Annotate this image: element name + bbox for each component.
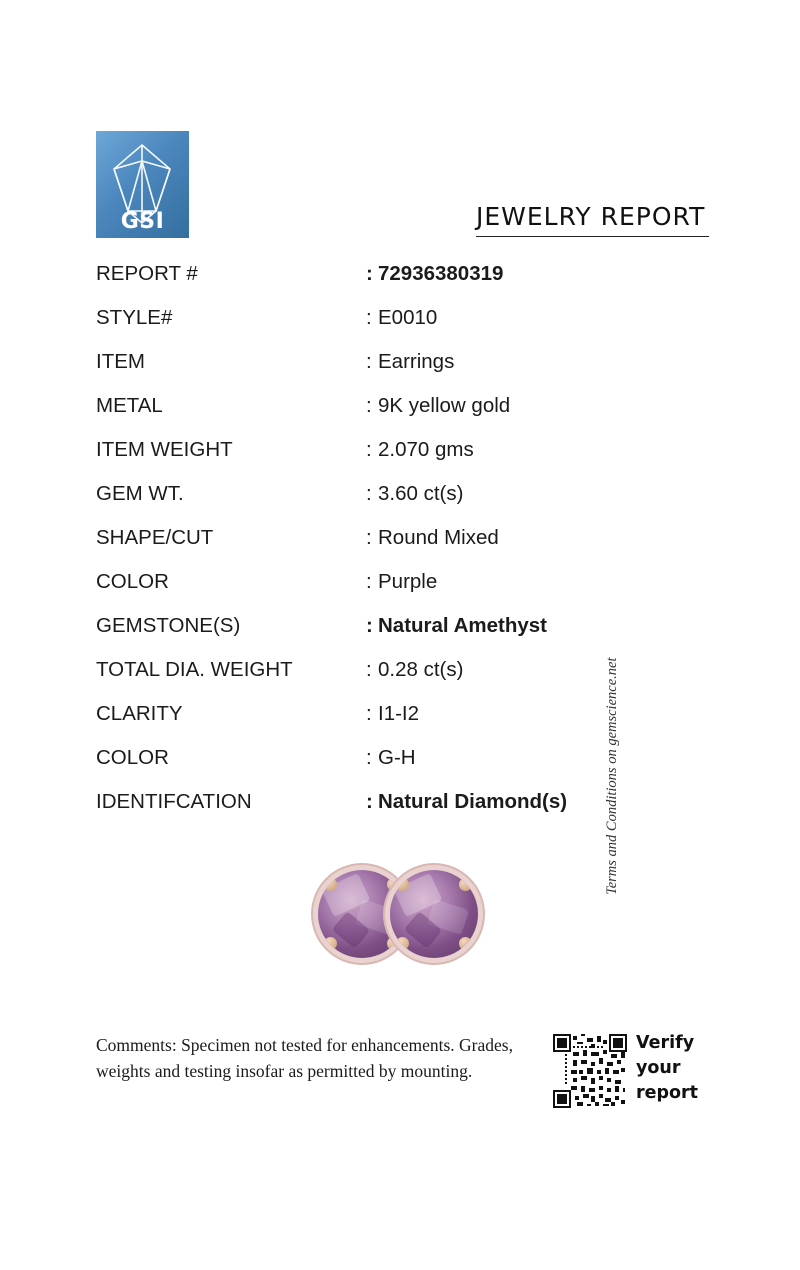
spec-label: ITEM xyxy=(96,350,145,373)
qr-code-icon[interactable] xyxy=(553,1034,627,1108)
spec-value-text: Purple xyxy=(378,570,438,593)
spec-row xyxy=(96,394,716,438)
spec-label: GEM WT. xyxy=(96,482,184,505)
spec-value: : G-H xyxy=(366,746,416,769)
spec-value: : Natural Diamond(s) xyxy=(366,790,568,813)
verify-line-2: your xyxy=(636,1057,681,1078)
spec-value-text: 0.28 ct(s) xyxy=(378,658,464,681)
spec-row xyxy=(96,306,716,350)
spec-value: : E0010 xyxy=(366,306,438,329)
earring-right xyxy=(390,870,478,958)
verify-line-3: report xyxy=(636,1082,699,1103)
spec-value-text: E0010 xyxy=(378,306,438,329)
spec-row xyxy=(96,262,716,306)
spec-value: : 0.28 ct(s) xyxy=(366,658,464,681)
spec-label: CLARITY xyxy=(96,702,183,725)
spec-label: TOTAL DIA. WEIGHT xyxy=(96,658,293,681)
terms-side-note: Terms and Conditions on gemscience.net xyxy=(604,657,620,895)
spec-label: REPORT # xyxy=(96,262,198,285)
spec-label: STYLE# xyxy=(96,306,173,329)
spec-row xyxy=(96,790,716,834)
spec-row xyxy=(96,746,716,790)
title-underline xyxy=(476,236,709,237)
spec-value-text: 2.070 gms xyxy=(378,438,474,461)
spec-label: GEMSTONE(S) xyxy=(96,614,241,637)
spec-row xyxy=(96,482,716,526)
spec-value-text: I1-I2 xyxy=(378,702,420,725)
spec-row xyxy=(96,350,716,394)
logo-text: GSI xyxy=(120,209,165,234)
comments-text: Comments: Specimen not tested for enhancements. Grades, weights and testing insofar as permitted by mounting. xyxy=(96,1035,513,1082)
spec-value-text: 9K yellow gold xyxy=(378,394,511,417)
spec-label: COLOR xyxy=(96,570,169,593)
gsi-logo xyxy=(96,131,189,238)
spec-row xyxy=(96,614,716,658)
spec-value: : Purple xyxy=(366,570,438,593)
spec-label: METAL xyxy=(96,394,163,417)
spec-label: IDENTIFCATION xyxy=(96,790,252,813)
spec-row xyxy=(96,702,716,746)
spec-label: ITEM WEIGHT xyxy=(96,438,233,461)
spec-value: : 72936380319 xyxy=(366,262,504,285)
spec-value-text: Natural Diamond(s) xyxy=(378,790,568,813)
spec-value: : Earrings xyxy=(366,350,455,373)
spec-list xyxy=(96,262,716,834)
spec-row xyxy=(96,526,716,570)
spec-label: COLOR xyxy=(96,746,169,769)
spec-value: : I1-I2 xyxy=(366,702,420,725)
spec-value: : Round Mixed xyxy=(366,526,499,549)
spec-value-text: Natural Amethyst xyxy=(378,614,547,637)
spec-row xyxy=(96,658,716,702)
spec-value-text: G-H xyxy=(378,746,416,769)
spec-value: : 9K yellow gold xyxy=(366,394,511,417)
spec-value-text: Round Mixed xyxy=(378,526,499,549)
spec-row xyxy=(96,438,716,482)
spec-value-text: Earrings xyxy=(378,350,455,373)
verify-line-1: Verify xyxy=(636,1033,695,1053)
spec-value: : 3.60 ct(s) xyxy=(366,482,464,505)
spec-value: : Natural Amethyst xyxy=(366,614,547,637)
verify-report-label xyxy=(636,1031,698,1106)
page-title: JEWELRY REPORT xyxy=(476,202,706,231)
spec-value: : 2.070 gms xyxy=(366,438,474,461)
spec-value-text: 72936380319 xyxy=(378,262,504,285)
spec-row xyxy=(96,570,716,614)
spec-label: SHAPE/CUT xyxy=(96,526,214,549)
jewelry-photo xyxy=(300,862,490,982)
spec-value-text: 3.60 ct(s) xyxy=(378,482,464,505)
